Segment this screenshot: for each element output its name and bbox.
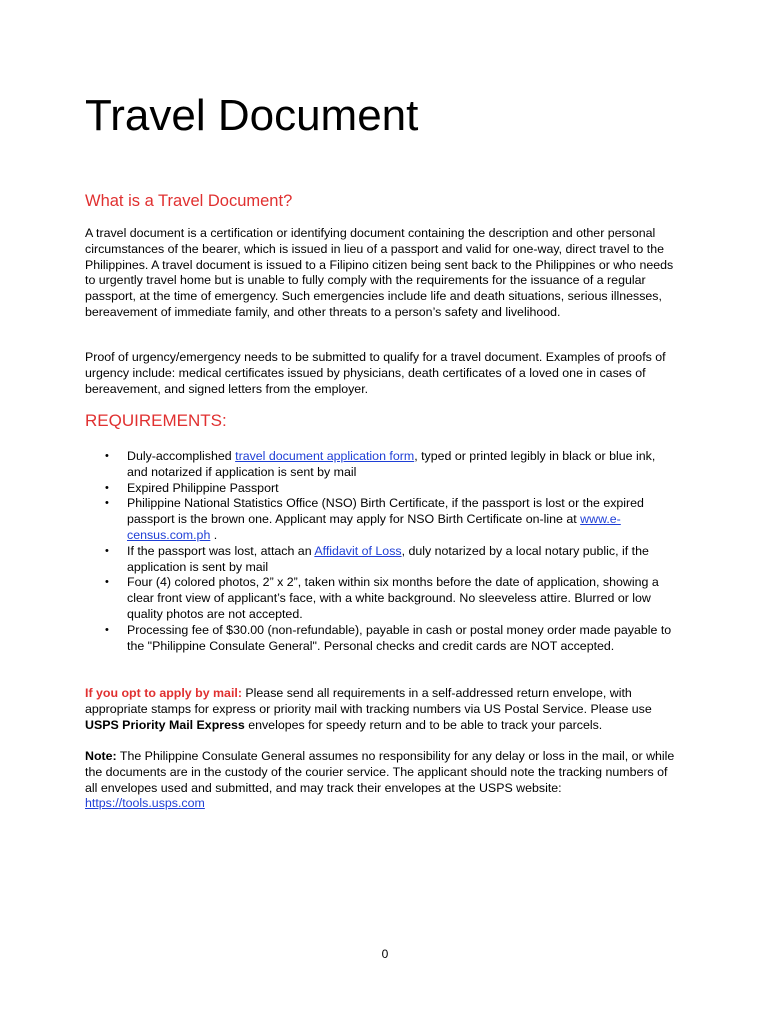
- req3-text-pre: Philippine National Statistics Office (NSO) Birth Certificate, if the passport is lost or the expired passport is the brown one. Applicant may apply for NSO Birth Certificate on-line at: [127, 496, 644, 527]
- usps-tools-link[interactable]: https://tools.usps.com: [85, 796, 205, 811]
- req4-text-pre: If the passport was lost, attach an: [127, 543, 315, 558]
- req4-text-post: , duly notarized by a local notary public, if the application is sent by mail: [127, 543, 649, 574]
- list-item: [85, 449, 675, 481]
- definition-paragraph: A travel document is a certification or identifying document containing the description and other personal circumstances of the bearer, which is issued in lieu of a passport and valid for one-way, direct travel to the Philippines. A travel document is issued to a Filipino citizen being sent back to the Philippines or who needs to urgently travel home but is unable to fully comply with the requirements for the issuance of a regular passport, at the time of emergency. Such emergencies include life and death situations, serious illnesses, bereavement of immediate family, and other threats to a person’s safety and livelihood.: [85, 226, 674, 319]
- req2-text: Expired Philippine Passport: [127, 480, 279, 495]
- req3-text-post: .: [210, 527, 218, 542]
- mail-bold-text: USPS Priority Mail Express: [85, 717, 245, 732]
- req1-text-post: , typed or printed legibly in black or blue ink, and notarized if application is sent by mail: [127, 449, 656, 479]
- note-text: The Philippine Consulate General assumes no responsibility for any delay or loss in the mail, or while the documents are in the custody of the courier service. The applicant should note the tracking numbers of all envelopes used and submitted, and may track their envelopes at the USPS website:: [85, 749, 675, 795]
- list-item: [85, 623, 675, 655]
- requirements-heading: REQUIREMENTS:: [85, 411, 227, 430]
- mail-paragraph: [85, 686, 675, 733]
- what-is-heading: What is a Travel Document?: [85, 192, 293, 210]
- bullet-icon: •: [105, 544, 109, 557]
- mail-label: If you opt to apply by mail:: [85, 686, 242, 700]
- req5-text: Four (4) colored photos, 2” x 2”, taken within six months before the date of application, showing a clear front view of applicant’s face, with a white background. No sleeveless attire. Blurred or low quality photos are not accepted.: [127, 575, 659, 621]
- list-item: [85, 481, 675, 497]
- page-title: Travel Document: [85, 91, 419, 140]
- req1-text-pre: Duly-accomplished: [127, 449, 236, 463]
- affidavit-of-loss-link[interactable]: Affidavit of Loss: [314, 543, 402, 558]
- mail-text-1: Please send all requirements in a self-addressed return envelope, with appropriate stamps for express or priority mail with tracking numbers via US Postal Service. Please use: [85, 686, 652, 716]
- req6-text: Processing fee of $30.00 (non-refundable), payable in cash or postal money order made payable to the "Philippine Consulate General". Personal checks and credit cards are NOT accepted.: [127, 622, 672, 653]
- mail-text-2: envelopes for speedy return and to be able to track your parcels.: [244, 717, 603, 732]
- note-paragraph: [85, 749, 675, 812]
- bullet-icon: •: [105, 481, 109, 494]
- list-item: [85, 575, 675, 622]
- bullet-icon: •: [105, 450, 109, 462]
- e-census-link[interactable]: www.e-census.com.ph: [127, 512, 621, 542]
- page-number: 0: [381, 947, 389, 961]
- proof-paragraph: Proof of urgency/emergency needs to be submitted to qualify for a travel document. Examples of proofs of urgency include: medical certificates issued by physicians, death certificates of a loved one in cases of bereavement, and signed letters from the employer.: [85, 350, 666, 396]
- requirements-list: [85, 449, 675, 654]
- bullet-icon: •: [105, 497, 109, 510]
- list-item: [85, 496, 675, 543]
- bullet-icon: •: [105, 576, 109, 589]
- application-form-link[interactable]: travel document application form: [235, 449, 415, 463]
- bullet-icon: •: [105, 623, 109, 636]
- list-item: [85, 544, 675, 576]
- note-label: Note:: [85, 749, 117, 763]
